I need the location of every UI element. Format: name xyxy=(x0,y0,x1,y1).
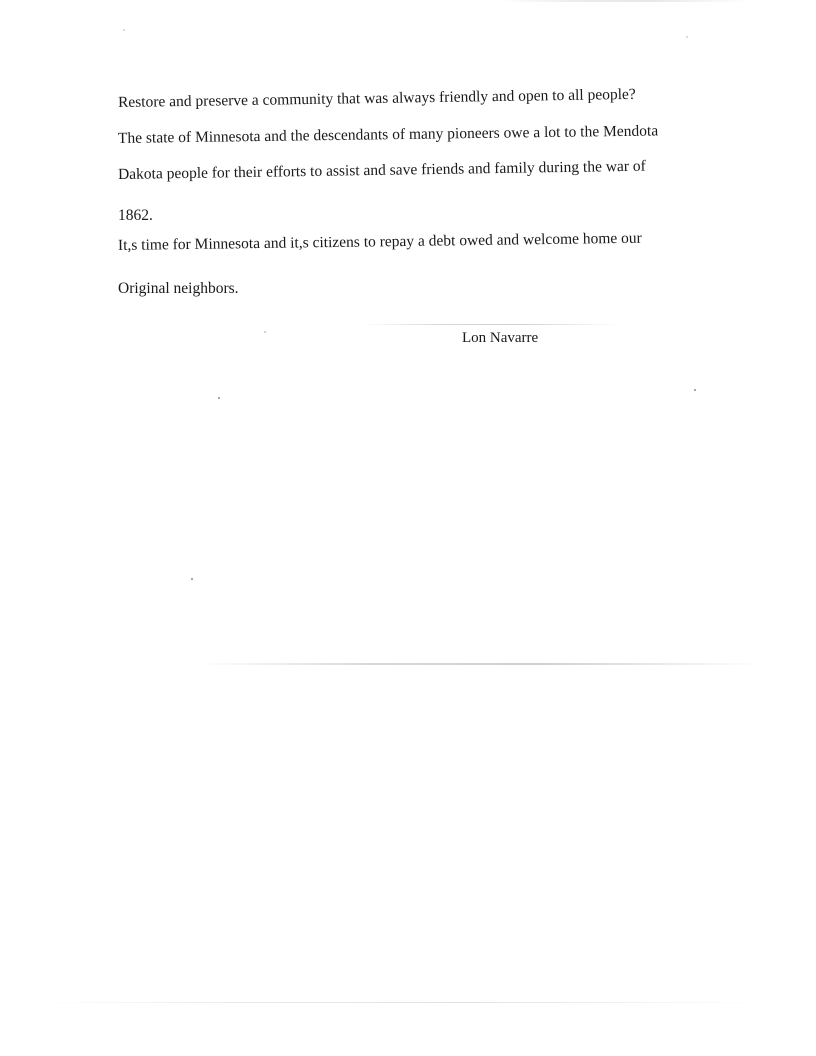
scan-artifact xyxy=(200,663,760,665)
scan-artifact xyxy=(40,1002,760,1003)
body-line: Dakota people for their efforts to assist and save friends and family during the war of xyxy=(117,157,646,183)
scan-speck xyxy=(694,389,696,391)
signature-name: Lon Navarre xyxy=(462,330,539,346)
scan-speck xyxy=(686,36,688,38)
scan-speck xyxy=(218,397,220,399)
scan-speck xyxy=(264,331,266,333)
scan-speck xyxy=(191,578,193,580)
scan-artifact xyxy=(360,324,620,325)
scan-artifact xyxy=(500,0,750,2)
body-line: It,s time for Minnesota and it,s citizens to repay a debt owed and welcome home our xyxy=(117,229,642,254)
scan-speck xyxy=(123,29,125,31)
body-line: The state of Minnesota and the descendants of many pioneers owe a lot to the Mendota xyxy=(117,122,659,147)
body-line: 1862. xyxy=(118,207,153,224)
body-line: Original neighbors. xyxy=(118,280,239,297)
body-line: Restore and preserve a community that was always friendly and open to all people? xyxy=(117,85,636,111)
